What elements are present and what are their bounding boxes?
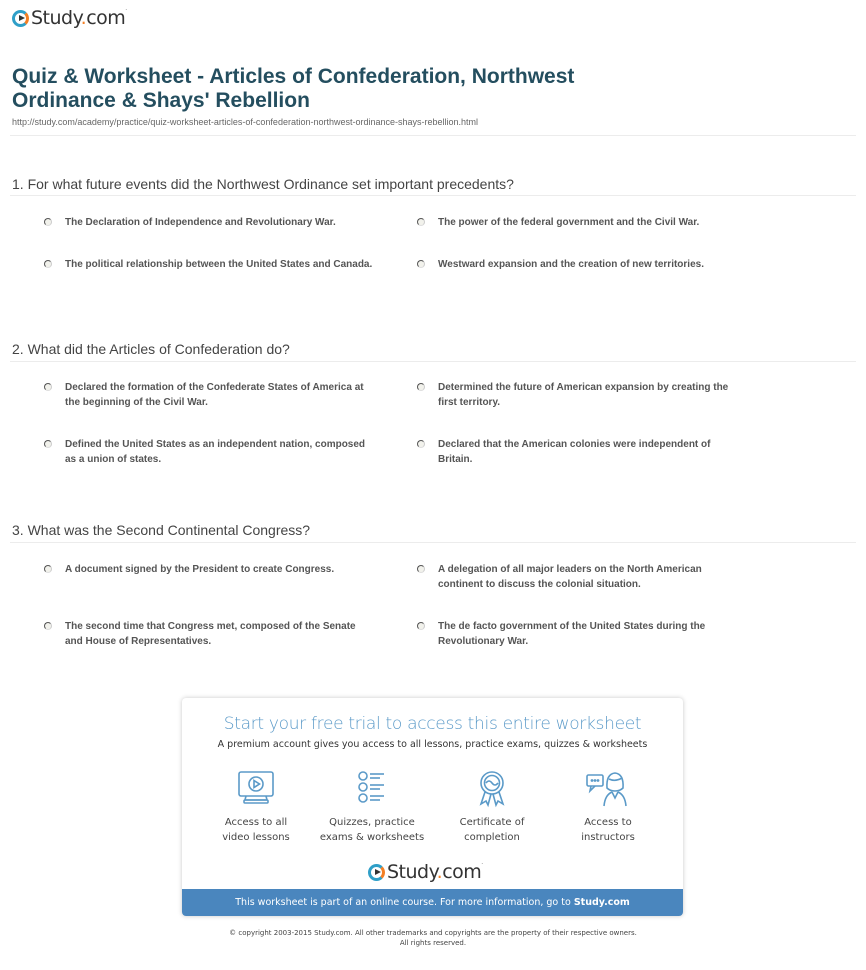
feature-instructors: Access to instructors	[553, 770, 663, 845]
copyright-notice: © copyright 2003-2015 Study.com. All other trademarks and copyrights are the property of their respective owners. All rights reserved.	[229, 929, 637, 947]
answer-option[interactable]: Determined the future of American expansion by creating the first territory.	[417, 380, 747, 410]
logo-wordmark: Study.com·	[387, 861, 483, 883]
study-logo[interactable]	[12, 7, 127, 29]
question-3: 3. What was the Second Continental Congress?	[12, 522, 311, 538]
feature-quizzes: Quizzes, practice exams & worksheets	[317, 770, 427, 845]
radio-button[interactable]	[44, 383, 52, 391]
instructor-icon	[585, 770, 631, 808]
divider	[10, 135, 856, 136]
radio-button[interactable]	[44, 260, 52, 268]
answer-option[interactable]: The Declaration of Independence and Revolutionary War.	[44, 215, 374, 230]
answer-option[interactable]: The political relationship between the United States and Canada.	[44, 257, 374, 272]
answer-option[interactable]: A delegation of all major leaders on the North American continent to discuss the colonial situation.	[417, 562, 747, 592]
radio-button[interactable]	[44, 218, 52, 226]
answer-option[interactable]: Declared that the American colonies were independent of Britain.	[417, 437, 747, 467]
play-icon	[12, 10, 29, 27]
radio-button[interactable]	[417, 218, 425, 226]
quiz-list-icon	[352, 770, 392, 806]
feature-certificate: Certificate of completion	[437, 770, 547, 845]
feature-video-lessons: Access to all video lessons	[201, 770, 311, 845]
free-trial-promo	[182, 698, 683, 916]
answer-option[interactable]: The de facto government of the United States during the Revolutionary War.	[417, 619, 747, 649]
radio-button[interactable]	[417, 260, 425, 268]
radio-button[interactable]	[417, 440, 425, 448]
divider	[10, 361, 856, 362]
answer-option[interactable]: Declared the formation of the Confederate States of America at the beginning of the Civil War.	[44, 380, 374, 410]
play-icon	[368, 864, 385, 881]
promo-title[interactable]: Start your free trial to access this entire worksheet	[223, 714, 642, 734]
logo-wordmark: Study.com·	[31, 7, 127, 29]
radio-button[interactable]	[44, 440, 52, 448]
answer-option[interactable]: The second time that Congress met, composed of the Senate and House of Representatives.	[44, 619, 374, 649]
study-link[interactable]: Study.com	[573, 897, 630, 908]
answer-option[interactable]: Westward expansion and the creation of new territories.	[417, 257, 747, 272]
answer-option[interactable]: A document signed by the President to create Congress.	[44, 562, 374, 577]
answer-option[interactable]: The power of the federal government and the Civil War.	[417, 215, 747, 230]
page-url: http://study.com/academy/practice/quiz-worksheet-articles-of-confederation-northwest-ordinance-shays-rebellion.html	[12, 117, 479, 127]
course-info-bar: This worksheet is part of an online course. For more information, go to Study.com	[182, 889, 683, 916]
radio-button[interactable]	[44, 565, 52, 573]
radio-button[interactable]	[417, 383, 425, 391]
question-2: 2. What did the Articles of Confederation do?	[12, 341, 290, 357]
certificate-icon	[472, 770, 512, 808]
divider	[10, 542, 856, 543]
radio-button[interactable]	[417, 565, 425, 573]
radio-button[interactable]	[417, 622, 425, 630]
video-lessons-icon	[236, 770, 276, 806]
study-logo-promo[interactable]	[368, 861, 483, 883]
radio-button[interactable]	[44, 622, 52, 630]
answer-option[interactable]: Defined the United States as an independent nation, composed as a union of states.	[44, 437, 374, 467]
divider	[10, 195, 856, 196]
promo-subtitle: A premium account gives you access to all lessons, practice exams, quizzes & worksheets	[217, 739, 648, 750]
question-1: 1. For what future events did the Northwest Ordinance set important precedents?	[12, 176, 514, 192]
page-title: Quiz & Worksheet - Articles of Confederation, Northwest Ordinance & Shays' Rebellion	[12, 65, 575, 112]
